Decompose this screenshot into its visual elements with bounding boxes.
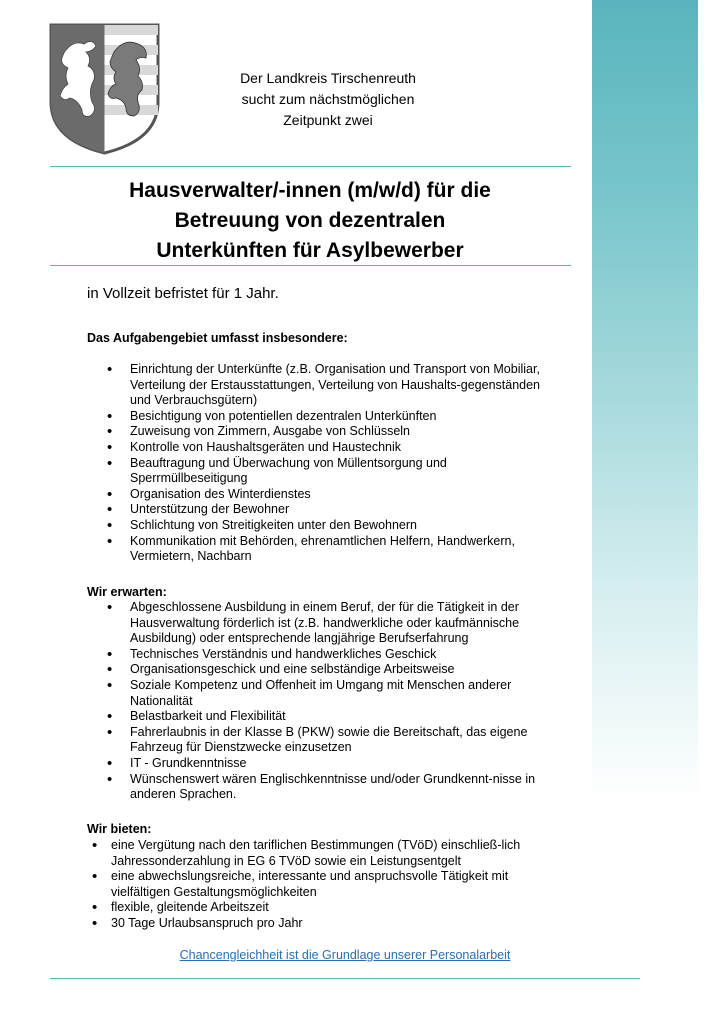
list-item: • Fahrerlaubnis in der Klasse B (PKW) sowie die Bereitschaft, das eigene Fahrzeug für Dienstzwecke einzusetzen [130, 725, 560, 756]
list-item: • Unterstützung der Bewohner [130, 502, 560, 518]
list-item: • Belastbarkeit und Flexibilität [130, 709, 560, 725]
tasks-list [130, 362, 560, 565]
job-title [50, 176, 570, 266]
list-item: • Organisation des Winterdienstes [130, 487, 560, 503]
list-item: • flexible, gleitende Arbeitszeit [111, 900, 541, 916]
list-item: • Zuweisung von Zimmern, Ausgabe von Schlüsseln [130, 424, 560, 440]
title-line: Hausverwalter/-innen (m/w/d) für die [129, 179, 491, 202]
title-line: Betreuung von dezentralen [174, 209, 446, 232]
list-item: • Organisationsgeschick und eine selbständige Arbeitsweise [130, 662, 560, 678]
list-item: • Kommunikation mit Behörden, ehrenamtlichen Helfern, Handwerkern, Vermietern, Nachbarn [130, 534, 560, 565]
equal-opportunity-link[interactable]: Chancengleichheit ist die Grundlage unserer Personalarbeit [179, 948, 511, 962]
benefits-list [111, 838, 541, 932]
list-item: • Abgeschlossene Ausbildung in einem Beruf, der für die Tätigkeit in der Hausverwaltung förderlich ist (z.B. handwerkliche oder kaufmännische Ausbildung) oder entsprechende langjährige Berufserfahrung [130, 600, 560, 647]
coat-of-arms-icon [48, 22, 161, 156]
benefits-heading: Wir bieten: [87, 822, 152, 836]
list-item: • Beauftragung und Überwachung von Müllentsorgung und Sperrmüllbeseitigung [130, 456, 560, 487]
decorative-side-band [592, 0, 698, 800]
tasks-heading: Das Aufgabengebiet umfasst insbesondere: [87, 331, 348, 345]
divider-top [50, 166, 571, 167]
divider-bottom [50, 978, 640, 979]
list-item: • Wünschenswert wären Englischkenntnisse und/oder Grundkennt-nisse in anderen Sprachen. [130, 772, 560, 803]
list-item: • IT - Grundkenntnisse [130, 756, 560, 772]
intro-text [190, 68, 466, 131]
expectations-heading: Wir erwarten: [87, 585, 167, 599]
employment-terms: in Vollzeit befristet für 1 Jahr. [87, 285, 279, 302]
intro-line: Der Landkreis Tirschenreuth [240, 70, 416, 86]
divider-title [50, 265, 571, 266]
intro-line: sucht zum nächstmöglichen [241, 91, 415, 107]
list-item: • Besichtigung von potentiellen dezentralen Unterkünften [130, 409, 560, 425]
expectations-list [130, 600, 560, 803]
intro-line: Zeitpunkt zwei [283, 112, 373, 128]
list-item: • Kontrolle von Haushaltsgeräten und Haustechnik [130, 440, 560, 456]
list-item: • eine abwechslungsreiche, interessante und anspruchsvolle Tätigkeit mit vielfältigen Gestaltungsmöglichkeiten [111, 869, 541, 900]
list-item: • Einrichtung der Unterkünfte (z.B. Organisation und Transport von Mobiliar, Verteilung der Erstausstattungen, Verteilung von Haushalts-gegenständen und Verbrauchsgütern) [130, 362, 560, 409]
list-item: • 30 Tage Urlaubsanspruch pro Jahr [111, 916, 541, 932]
list-item: • Soziale Kompetenz und Offenheit im Umgang mit Menschen anderer Nationalität [130, 678, 560, 709]
title-line: Unterkünften für Asylbewerber [156, 239, 464, 262]
list-item: • Technisches Verständnis und handwerkliches Geschick [130, 647, 560, 663]
list-item: • Schlichtung von Streitigkeiten unter den Bewohnern [130, 518, 560, 534]
list-item: • eine Vergütung nach den tariflichen Bestimmungen (TVöD) einschließ-lich Jahressonderzahlung in EG 6 TVöD sowie ein Leistungsentgelt [111, 838, 541, 869]
